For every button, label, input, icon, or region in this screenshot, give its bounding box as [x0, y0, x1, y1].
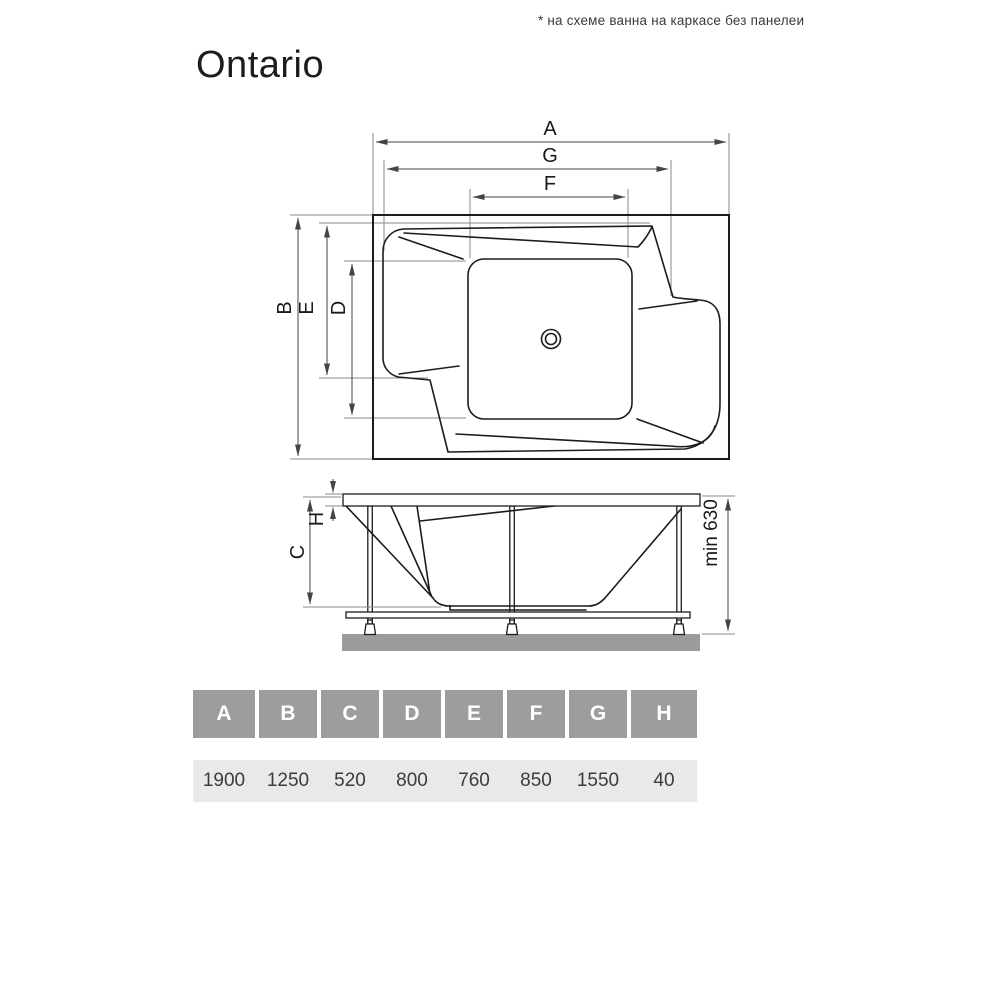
value-cell-b: 1250 [266, 770, 310, 791]
dimension-lines-top-view [298, 142, 726, 456]
dim-label-h: H [306, 511, 328, 527]
header-cell-h: H [631, 690, 697, 738]
bathtub-side-view [287, 479, 735, 651]
extension-lines-top-view [290, 133, 729, 459]
value-cell-c: 520 [334, 770, 366, 791]
spec-table-values-row [193, 760, 697, 802]
tub-outer-rim [373, 215, 729, 459]
header-cell-c: C [321, 690, 379, 738]
spec-table-header-row [193, 690, 697, 738]
header-cell-e: E [445, 690, 503, 738]
drain-icon [542, 330, 561, 349]
tub-rim-side [343, 494, 700, 506]
adjustable-foot [674, 620, 685, 635]
value-cell-a: 1900 [202, 770, 246, 791]
header-cell-b: B [259, 690, 317, 738]
ground [342, 634, 700, 651]
dim-label-f: F [543, 173, 557, 195]
frame-rail [346, 612, 690, 618]
bathtub-top-view [274, 118, 729, 459]
dim-label-c: C [287, 544, 309, 560]
page-title: Ontario [196, 44, 325, 86]
dim-label-g: G [542, 145, 558, 167]
header-cell-d: D [383, 690, 441, 738]
adjustable-foot [507, 620, 518, 635]
frame-legs [346, 506, 690, 635]
value-cell-e: 760 [458, 770, 490, 791]
tub-mould-lines [399, 227, 715, 447]
spec-table [193, 690, 697, 802]
dim-label-d: D [328, 300, 350, 316]
dim-label-a: A [543, 118, 557, 140]
adjustable-foot [365, 620, 376, 635]
dim-label-b: B [274, 301, 296, 315]
header-cell-g: G [569, 690, 627, 738]
footnote-text: * на схеме ванна на каркасе без панелеи [538, 13, 805, 28]
value-cell-f: 850 [520, 770, 552, 791]
value-cell-h: 40 [653, 770, 675, 791]
dim-label-e: E [296, 301, 318, 315]
value-cell-g: 1550 [576, 770, 620, 791]
header-cell-a: A [193, 690, 255, 738]
value-cell-d: 800 [396, 770, 428, 791]
dim-label-min-height: min 630 [701, 499, 722, 567]
header-cell-f: F [507, 690, 565, 738]
tub-floor [468, 259, 632, 419]
